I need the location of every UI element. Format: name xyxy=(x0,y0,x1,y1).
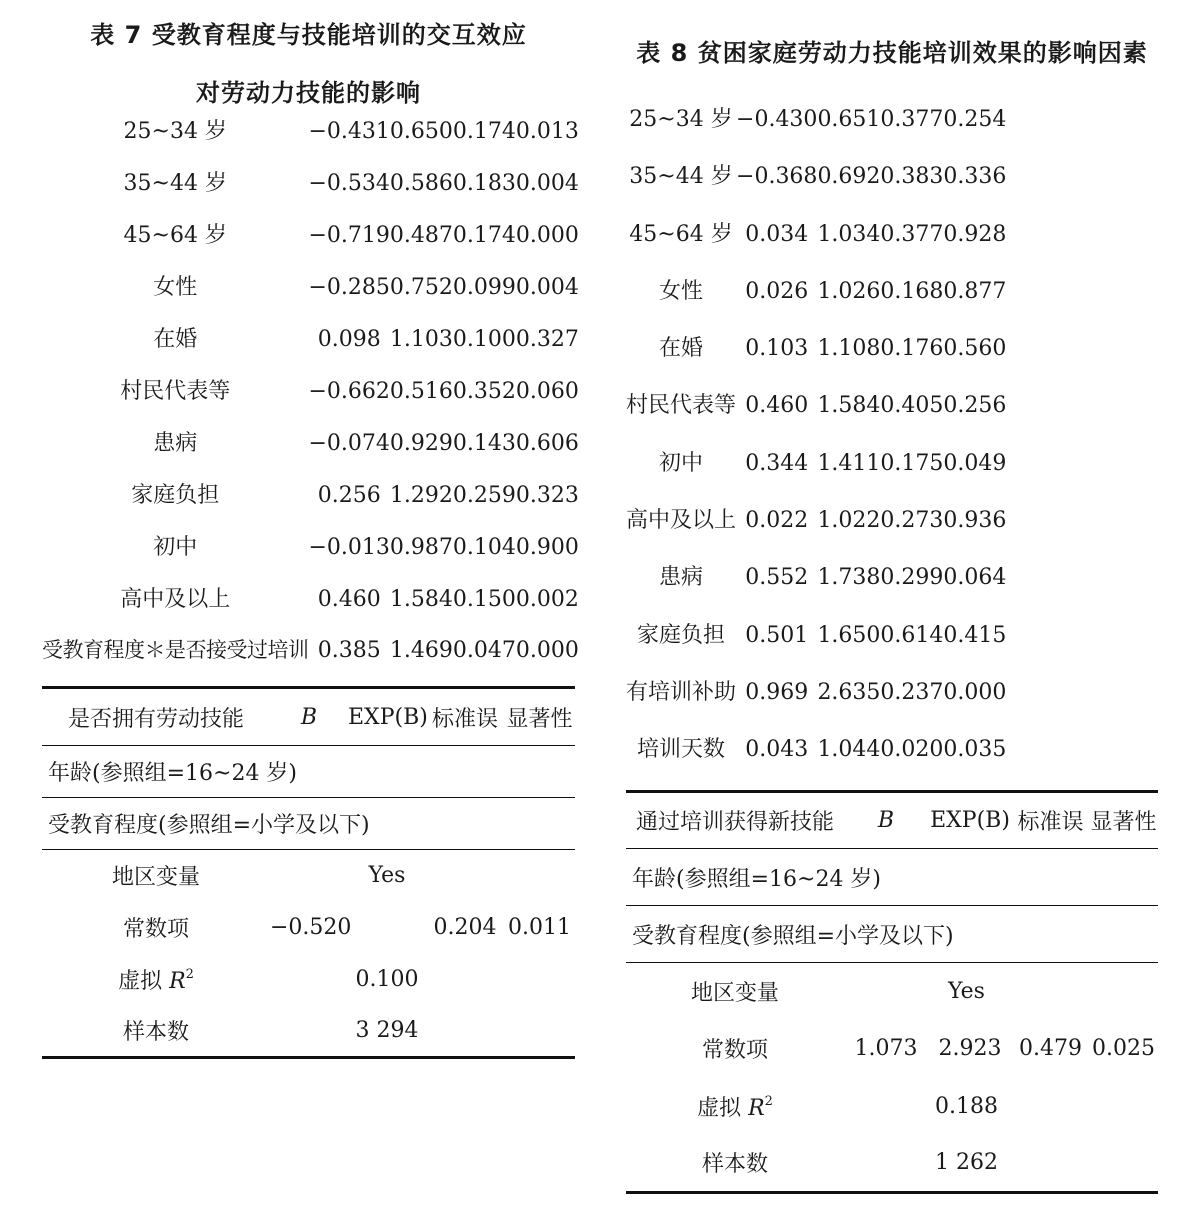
cell-se: 0.100 xyxy=(452,327,516,352)
cell-sig: 0.000 xyxy=(515,223,579,248)
cell-expb: 0.987 xyxy=(389,535,453,560)
table-row xyxy=(42,322,579,374)
cell-expb: 1.103 xyxy=(389,327,453,352)
cell-se: 0.168 xyxy=(880,278,944,304)
cell-sig: 0.002 xyxy=(515,587,579,612)
sample-size-value: 3 294 xyxy=(270,1006,504,1058)
cell-b: −0.534 xyxy=(308,171,390,196)
cell-sig: 0.049 xyxy=(943,450,1007,476)
cell-b: −0.013 xyxy=(308,535,390,560)
cell-expb: 0.487 xyxy=(389,223,453,248)
cell-b: 0.969 xyxy=(745,679,809,705)
row-label: 培训天数 xyxy=(637,737,726,763)
row-label: 女性 xyxy=(153,275,198,300)
pseudo-r2-value: 0.100 xyxy=(355,967,419,992)
table-row xyxy=(42,530,579,582)
table-7-grid xyxy=(42,686,575,1059)
table-row xyxy=(626,159,1006,216)
cell-b: 0.103 xyxy=(745,336,809,362)
cell-expb: 1.108 xyxy=(817,336,881,362)
cell-b: 0.022 xyxy=(745,508,809,534)
cell-se: 0.377 xyxy=(880,107,944,132)
header-se: 标准误 xyxy=(1012,791,1089,848)
row-label: 地区变量 xyxy=(626,963,844,1020)
row-label: 受教育程度＊是否接受过培训 xyxy=(42,638,309,662)
cell-sig: 0.327 xyxy=(515,327,579,352)
row-label: 35~44 岁 xyxy=(123,171,227,196)
table-row xyxy=(626,388,1006,445)
cell-se: 0.273 xyxy=(880,508,944,534)
row-label: 女性 xyxy=(659,278,704,304)
cell-sig: 0.606 xyxy=(515,431,579,456)
row-label: 常数项 xyxy=(122,917,189,942)
constant-row xyxy=(626,1020,1158,1077)
cell-expb: 1.044 xyxy=(817,737,881,763)
group-label: 受教育程度(参照组=小学及以下) xyxy=(626,906,1158,963)
cell-b: −0.368 xyxy=(736,164,818,190)
cell-sig: 0.323 xyxy=(515,483,579,508)
table-row xyxy=(626,560,1006,617)
cell-expb: 1.584 xyxy=(817,393,881,419)
header-dependent-var: 是否拥有劳动技能 xyxy=(42,688,270,746)
cell-b: 0.460 xyxy=(317,587,381,612)
region-value: Yes xyxy=(844,963,1089,1020)
cell-se: 0.204 xyxy=(433,915,497,940)
cell-expb: 1.411 xyxy=(817,450,881,476)
cell-b: −0.662 xyxy=(308,379,390,404)
table-row xyxy=(42,218,579,270)
row-label: 35~44 岁 xyxy=(629,164,733,190)
cell-sig: 0.560 xyxy=(943,336,1007,362)
cell-se: 0.020 xyxy=(880,737,944,763)
group-label: 年龄(参照组=16~24 岁) xyxy=(48,761,298,786)
row-label: 25~34 岁 xyxy=(629,107,733,132)
cell-se: 0.099 xyxy=(452,275,516,300)
cell-se: 0.104 xyxy=(452,535,516,560)
cell-b: 0.385 xyxy=(317,638,381,663)
cell-se: 0.176 xyxy=(880,336,944,362)
table-row xyxy=(42,166,579,218)
cell-b: 0.501 xyxy=(745,622,809,648)
cell-se: 0.479 xyxy=(1019,1036,1082,1062)
cell-expb: 1.292 xyxy=(389,483,453,508)
cell-b: −0.430 xyxy=(736,107,818,132)
cell-se: 0.174 xyxy=(452,119,516,144)
group-row-education xyxy=(626,906,1158,963)
region-value: Yes xyxy=(270,850,504,902)
row-label: 在婚 xyxy=(659,336,704,362)
cell-sig: 0.256 xyxy=(943,393,1007,419)
cell-sig: 0.013 xyxy=(515,119,579,144)
cell-expb: 1.584 xyxy=(389,587,453,612)
cell-se: 0.143 xyxy=(452,431,516,456)
table-row xyxy=(626,217,1006,274)
cell-b: −0.285 xyxy=(308,275,390,300)
cell-expb: 0.650 xyxy=(389,119,453,144)
row-label: 虚拟 $R^2$ xyxy=(697,1093,773,1121)
cell-b: 0.460 xyxy=(745,393,809,419)
cell-sig: 0.928 xyxy=(943,221,1007,247)
sample-size-row xyxy=(42,1006,575,1058)
table-row xyxy=(626,618,1006,675)
cell-b: −0.719 xyxy=(308,223,390,248)
cell-b: 1.073 xyxy=(854,1036,918,1062)
group-label: 受教育程度(参照组=小学及以下) xyxy=(42,798,575,850)
cell-expb: 0.692 xyxy=(817,164,881,190)
cell-se: 0.614 xyxy=(880,622,944,648)
table-7-header-row xyxy=(42,688,575,746)
cell-expb: 1.738 xyxy=(817,565,881,591)
row-label: 地区变量 xyxy=(42,850,270,902)
table-row xyxy=(42,426,579,478)
cell-expb: 0.651 xyxy=(817,107,881,132)
header-b: B xyxy=(270,688,348,746)
cell-se: 0.237 xyxy=(880,679,944,705)
header-expb: EXP(B) xyxy=(928,791,1012,848)
table-row xyxy=(42,374,579,426)
cell-expb: 0.586 xyxy=(389,171,453,196)
row-label: 村民代表等 xyxy=(120,379,231,404)
cell-expb: 0.752 xyxy=(389,275,453,300)
pseudo-r2-row xyxy=(42,954,575,1006)
cell-se: 0.405 xyxy=(880,393,944,419)
table-8-caption: 表 8 贫困家庭劳动力技能培训效果的影响因素 xyxy=(636,39,1148,67)
header-se: 标准误 xyxy=(426,688,504,746)
row-label: 常数项 xyxy=(701,1038,768,1064)
cell-sig: 0.004 xyxy=(515,171,579,196)
cell-se: 0.377 xyxy=(880,221,944,247)
pseudo-r2-value: 0.188 xyxy=(935,1093,998,1119)
row-label: 患病 xyxy=(659,565,704,591)
group-label: 年龄(参照组=16~24 岁) xyxy=(632,866,882,892)
table-row xyxy=(626,446,1006,503)
cell-se: 0.383 xyxy=(880,164,944,190)
region-row xyxy=(626,963,1158,1020)
sample-size-value: 1 262 xyxy=(844,1135,1089,1192)
row-label: 初中 xyxy=(153,535,198,560)
row-label: 25~34 岁 xyxy=(123,119,227,144)
table-row xyxy=(42,582,579,634)
row-label: 45~64 岁 xyxy=(123,223,227,248)
cell-expb: 1.469 xyxy=(389,638,453,663)
cell-expb: 2.635 xyxy=(817,679,881,705)
row-label: 家庭负担 xyxy=(131,483,220,508)
cell-b: 0.026 xyxy=(745,278,809,304)
cell-sig: 0.060 xyxy=(515,379,579,404)
row-label: 高中及以上 xyxy=(120,587,231,612)
cell-sig: 0.877 xyxy=(943,278,1007,304)
table-7-caption-line-2: 对劳动力技能的影响 xyxy=(196,79,421,107)
row-label: 高中及以上 xyxy=(626,508,737,534)
cell-expb: 0.929 xyxy=(389,431,453,456)
cell-b: −0.520 xyxy=(270,915,352,940)
row-label: 患病 xyxy=(153,431,198,456)
table-8-header-row xyxy=(626,791,1158,848)
cell-sig: 0.004 xyxy=(515,275,579,300)
header-dependent-var: 通过培训获得新技能 xyxy=(626,791,844,848)
table-7-caption-line-1: 表 7 受教育程度与技能培训的交互效应 xyxy=(90,21,527,49)
row-label: 样本数 xyxy=(42,1006,270,1058)
cell-sig: 0.900 xyxy=(515,535,579,560)
cell-se: 0.150 xyxy=(452,587,516,612)
group-row-age xyxy=(42,746,575,798)
table-row xyxy=(626,331,1006,388)
table-row xyxy=(626,732,1006,789)
cell-se: 0.259 xyxy=(452,483,516,508)
cell-b: −0.431 xyxy=(308,119,390,144)
header-sig: 显著性 xyxy=(504,688,575,746)
header-expb: EXP(B) xyxy=(348,688,426,746)
row-label: 45~64 岁 xyxy=(629,221,733,247)
cell-b: 0.043 xyxy=(745,737,809,763)
row-label: 样本数 xyxy=(626,1135,844,1192)
constant-row xyxy=(42,902,575,954)
cell-se: 0.175 xyxy=(880,450,944,476)
cell-sig: 0.064 xyxy=(943,565,1007,591)
row-label: 有培训补助 xyxy=(626,679,737,705)
cell-b: 0.344 xyxy=(745,450,809,476)
row-label: 村民代表等 xyxy=(626,393,737,419)
table-row xyxy=(42,114,579,166)
cell-b: 0.098 xyxy=(317,327,381,352)
table-row xyxy=(626,102,1006,159)
cell-b: 0.256 xyxy=(317,483,381,508)
pseudo-r2-row xyxy=(626,1078,1158,1135)
cell-se: 0.299 xyxy=(880,565,944,591)
row-label: 虚拟 $R^2$ xyxy=(118,967,194,994)
cell-se: 0.047 xyxy=(452,638,516,663)
table-row xyxy=(42,634,579,686)
cell-expb: 1.650 xyxy=(817,622,881,648)
cell-expb: 2.923 xyxy=(938,1036,1002,1062)
cell-se: 0.183 xyxy=(452,171,516,196)
group-row-education xyxy=(42,798,575,850)
cell-b: 0.034 xyxy=(745,221,809,247)
region-row xyxy=(42,850,575,902)
cell-expb: 1.022 xyxy=(817,508,881,534)
table-row xyxy=(626,274,1006,331)
cell-sig: 0.336 xyxy=(943,164,1007,190)
cell-sig: 0.936 xyxy=(943,508,1007,534)
cell-sig: 0.035 xyxy=(943,737,1007,763)
sample-size-row xyxy=(626,1135,1158,1192)
table-7 xyxy=(42,14,579,1059)
header-sig: 显著性 xyxy=(1089,791,1158,848)
table-row xyxy=(42,478,579,530)
cell-sig: 0.011 xyxy=(508,915,571,940)
row-label: 家庭负担 xyxy=(637,622,726,648)
cell-se: 0.352 xyxy=(452,379,516,404)
cell-se: 0.174 xyxy=(452,223,516,248)
table-row xyxy=(626,503,1006,560)
cell-expb: 1.034 xyxy=(817,221,881,247)
cell-expb: 1.026 xyxy=(817,278,881,304)
table-row xyxy=(42,270,579,322)
cell-sig: 0.000 xyxy=(515,638,579,663)
table-8-grid xyxy=(626,790,1158,1194)
row-label: 在婚 xyxy=(153,327,198,352)
header-b: B xyxy=(844,791,928,848)
cell-sig: 0.000 xyxy=(943,679,1007,705)
cell-expb: 0.516 xyxy=(389,379,453,404)
cell-sig: 0.025 xyxy=(1092,1036,1155,1062)
cell-sig: 0.415 xyxy=(943,622,1007,648)
table-8 xyxy=(626,30,1158,1194)
group-row-age xyxy=(626,848,1158,905)
cell-sig: 0.254 xyxy=(943,107,1007,132)
table-7-caption xyxy=(42,18,575,114)
row-label: 初中 xyxy=(659,450,704,476)
table-row xyxy=(626,675,1006,732)
cell-b: −0.074 xyxy=(308,431,390,456)
cell-b: 0.552 xyxy=(745,565,809,591)
